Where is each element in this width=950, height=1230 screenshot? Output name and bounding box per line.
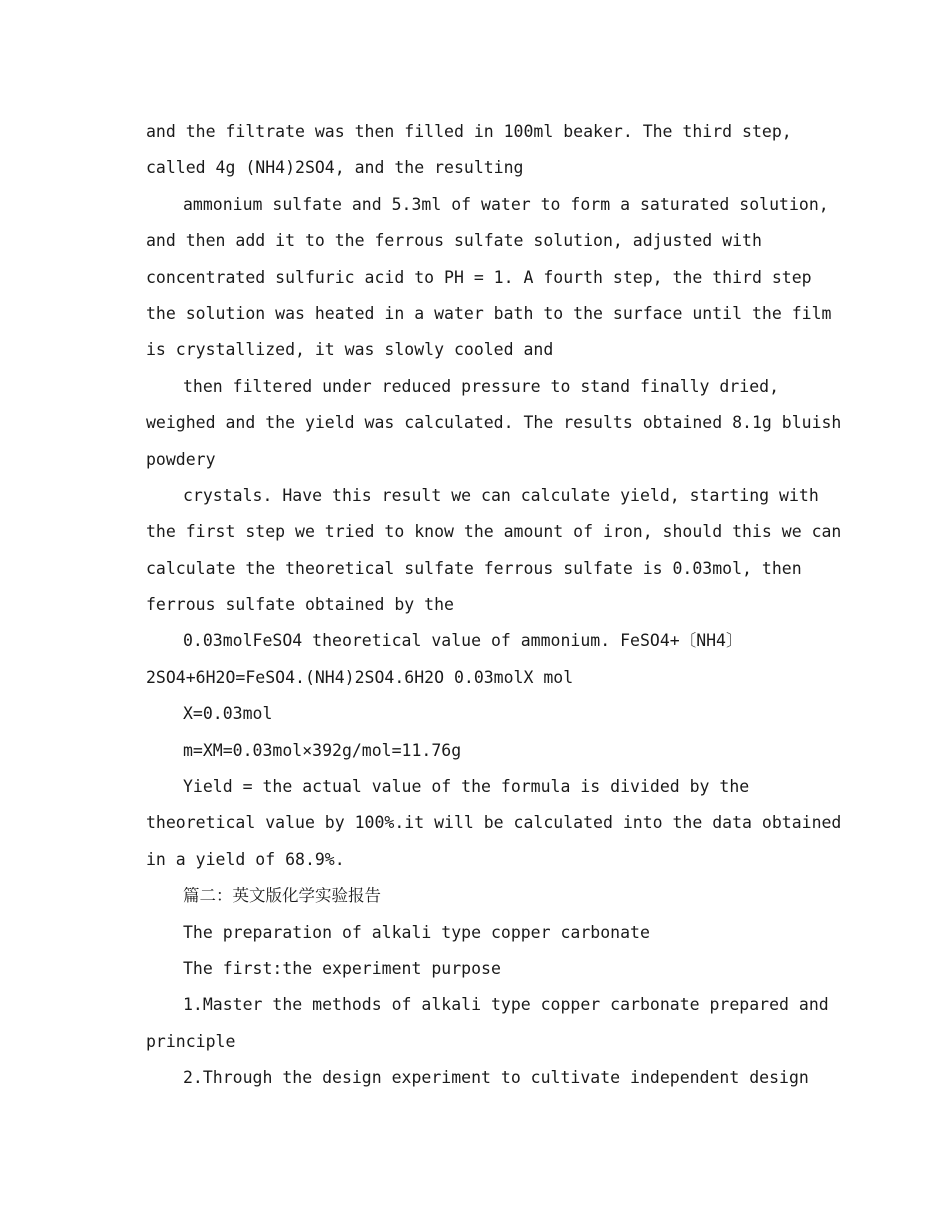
text-line: then filtered under reduced pressure to stand finally dried, bbox=[183, 376, 780, 396]
text-line: the solution was heated in a water bath to the surface until the film bbox=[146, 303, 832, 323]
text-line: and then add it to the ferrous sulfate solution, adjusted with bbox=[146, 231, 762, 251]
text-line: concentrated sulfuric acid to PH = 1. A fourth step, the third step bbox=[146, 267, 812, 287]
text-line: powdery bbox=[146, 449, 216, 469]
text-line: the first step we tried to know the amount of iron, should this we can bbox=[146, 522, 842, 542]
text-line: is crystallized, it was slowly cooled and bbox=[146, 340, 554, 360]
text-line: The first:the experiment purpose bbox=[183, 958, 501, 978]
text-line: weighed and the yield was calculated. The results obtained 8.1g bluish bbox=[146, 413, 842, 433]
text-line: m=XM=0.03mol×392g/mol=11.76g bbox=[183, 740, 462, 760]
text-line: 1.Master the methods of alkali type copper carbonate prepared and bbox=[183, 995, 829, 1015]
text-line: ammonium sulfate and 5.3ml of water to form a saturated solution, bbox=[183, 194, 829, 214]
text-line: 2SO4+6H2O=FeSO4.(NH4)2SO4.6H2O 0.03molX mol bbox=[146, 667, 574, 687]
text-line: Yield = the actual value of the formula is divided by the bbox=[183, 777, 750, 797]
text-line: The preparation of alkali type copper carbonate bbox=[183, 922, 650, 942]
text-line: theoretical value by 100%.it will be calculated into the data obtained bbox=[146, 813, 842, 833]
text-line: ferrous sulfate obtained by the bbox=[146, 595, 454, 615]
text-line: crystals. Have this result we can calculate yield, starting with bbox=[183, 485, 819, 505]
text-line: 2.Through the design experiment to cultivate independent design bbox=[183, 1068, 809, 1088]
text-line: X=0.03mol bbox=[183, 704, 273, 724]
text-line: and the filtrate was then filled in 100ml beaker. The third step, bbox=[146, 122, 792, 141]
section-heading: 篇二：英文版化学实验报告 bbox=[183, 886, 381, 906]
text-line: in a yield of 68.9%. bbox=[146, 849, 345, 869]
text-line: called 4g (NH4)2SO4, and the resulting bbox=[146, 158, 524, 178]
text-line: calculate the theoretical sulfate ferrous sulfate is 0.03mol, then bbox=[146, 558, 802, 578]
text-line: 0.03molFeSO4 theoretical value of ammonium. FeSO4+〔NH4〕 bbox=[183, 631, 743, 651]
text-line: principle bbox=[146, 1031, 236, 1051]
document-body bbox=[146, 114, 842, 1097]
